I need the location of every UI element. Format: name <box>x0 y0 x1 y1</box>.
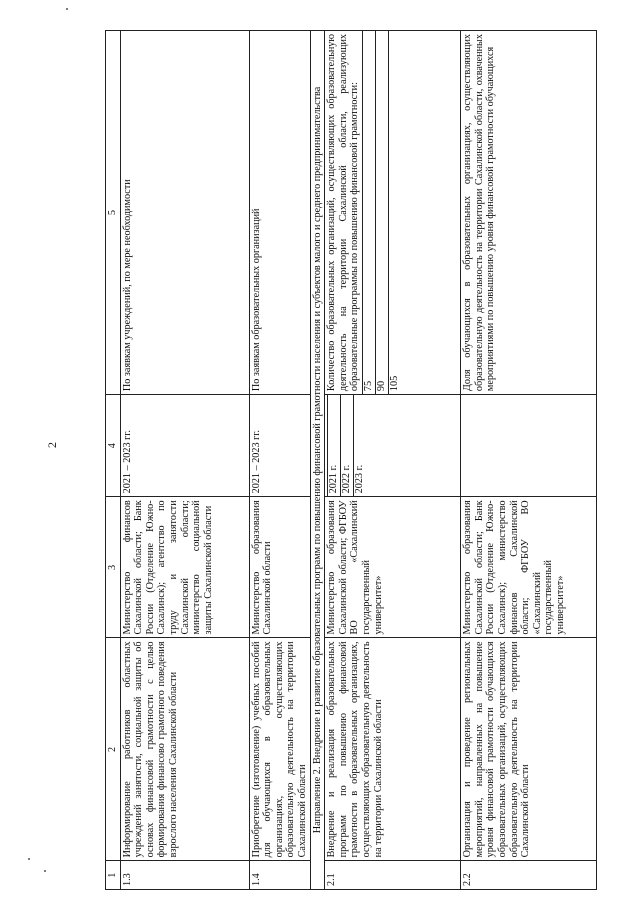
section-heading: Направление 2. Внедрение и развитие образовательных программ по повышению финансовой грамотности населения и субъектов малого и среднего предпринимательства <box>310 31 325 890</box>
table-row <box>325 31 461 890</box>
result-cell <box>325 31 461 395</box>
executors-cell: Министерство образования Сахалинской области <box>249 497 310 638</box>
year-label: 2023 г. <box>353 395 366 496</box>
year-value: 75 <box>362 31 375 394</box>
executors-cell: Министерство финансов Сахалинской области; Банк России (Отделение Южно-Сахалинск); агентство по труду и занятости Сахалинской области; министерство социальной защиты Сахалинской области <box>120 497 249 638</box>
period-cell: 2021 – 2023 гг. <box>120 395 249 497</box>
scan-speck <box>66 8 68 10</box>
executors-cell: Министерство образования Сахалинской области; Банк России (Отделение Южно-Сахалинск); министерство финансов Сахалинской области; ФГБОУ ВО «Сахалинский государственный университет» <box>461 497 597 638</box>
measures-table <box>105 30 597 890</box>
scan-speck <box>28 858 30 860</box>
table-row <box>120 31 249 890</box>
event-cell: Внедрение и реализация образовательных программ по повышению финансовой грамотности в образовательных организациях, осуществляющих образовательную деятельность на территории Сахалинской области <box>325 638 461 861</box>
header-row <box>106 31 121 890</box>
table-row <box>249 31 310 890</box>
scan-speck <box>44 870 46 872</box>
table-row <box>461 31 597 890</box>
period-cell <box>461 395 597 497</box>
header-cell: 1 <box>106 861 121 890</box>
year-label: 2021 г. <box>327 395 340 496</box>
row-number: 2.2 <box>461 861 597 890</box>
header-cell: 4 <box>106 395 121 497</box>
row-number: 1.3 <box>120 861 249 890</box>
result-cell: Доля обучающихся в образовательных организациях, осуществляющих образовательную деятельность на территории Сахалинской области, охваченных мероприятиями по повышению уровня финансовой грамотности обучающихся <box>461 31 597 395</box>
event-cell: Организация и проведение региональных мероприятий, направленных на повышение уровня финансовой грамотности обучающихся образовательных организаций, осуществляющих образовательную деятельность на территории Сахалинской области <box>461 638 597 861</box>
result-cell: По заявкам учреждений, по мере необходимости <box>120 31 249 395</box>
event-cell: Информирование работников областных учреждений занятости, социальной защиты об основах финансовой грамотности с целью формирования финансово грамотного поведения взрослого населения Сахалинской области <box>120 638 249 861</box>
executors-cell: Министерство образования Сахалинской области; ФГБОУ ВО «Сахалинский государственный университет» <box>325 497 461 638</box>
period-cell: 2021 – 2023 гг. <box>249 395 310 497</box>
rotated-table-page <box>105 30 640 890</box>
event-cell: Приобретение (изготовление) учебных пособий для обучающихся в образовательных организациях, осуществляющих образовательную деятельность на территории Сахалинской области <box>249 638 310 861</box>
section-row <box>310 31 325 890</box>
header-cell: 3 <box>106 497 121 638</box>
year-value: 90 <box>375 31 388 394</box>
row-number: 1.4 <box>249 861 310 890</box>
year-label: 2022 г. <box>340 395 353 496</box>
header-cell: 2 <box>106 638 121 861</box>
period-cell <box>325 395 461 497</box>
row-number: 2.1 <box>325 861 461 890</box>
result-cell: По заявкам образовательных организаций <box>249 31 310 395</box>
result-text: Количество образовательных организаций, осуществляющих образовательную деятельность на территории Сахалинской области, реализующих образовательные программы по повышению финансовой грамотности: <box>326 34 361 392</box>
year-value: 105 <box>388 31 401 394</box>
page-number: 2 <box>45 442 59 448</box>
header-cell: 5 <box>106 31 121 395</box>
